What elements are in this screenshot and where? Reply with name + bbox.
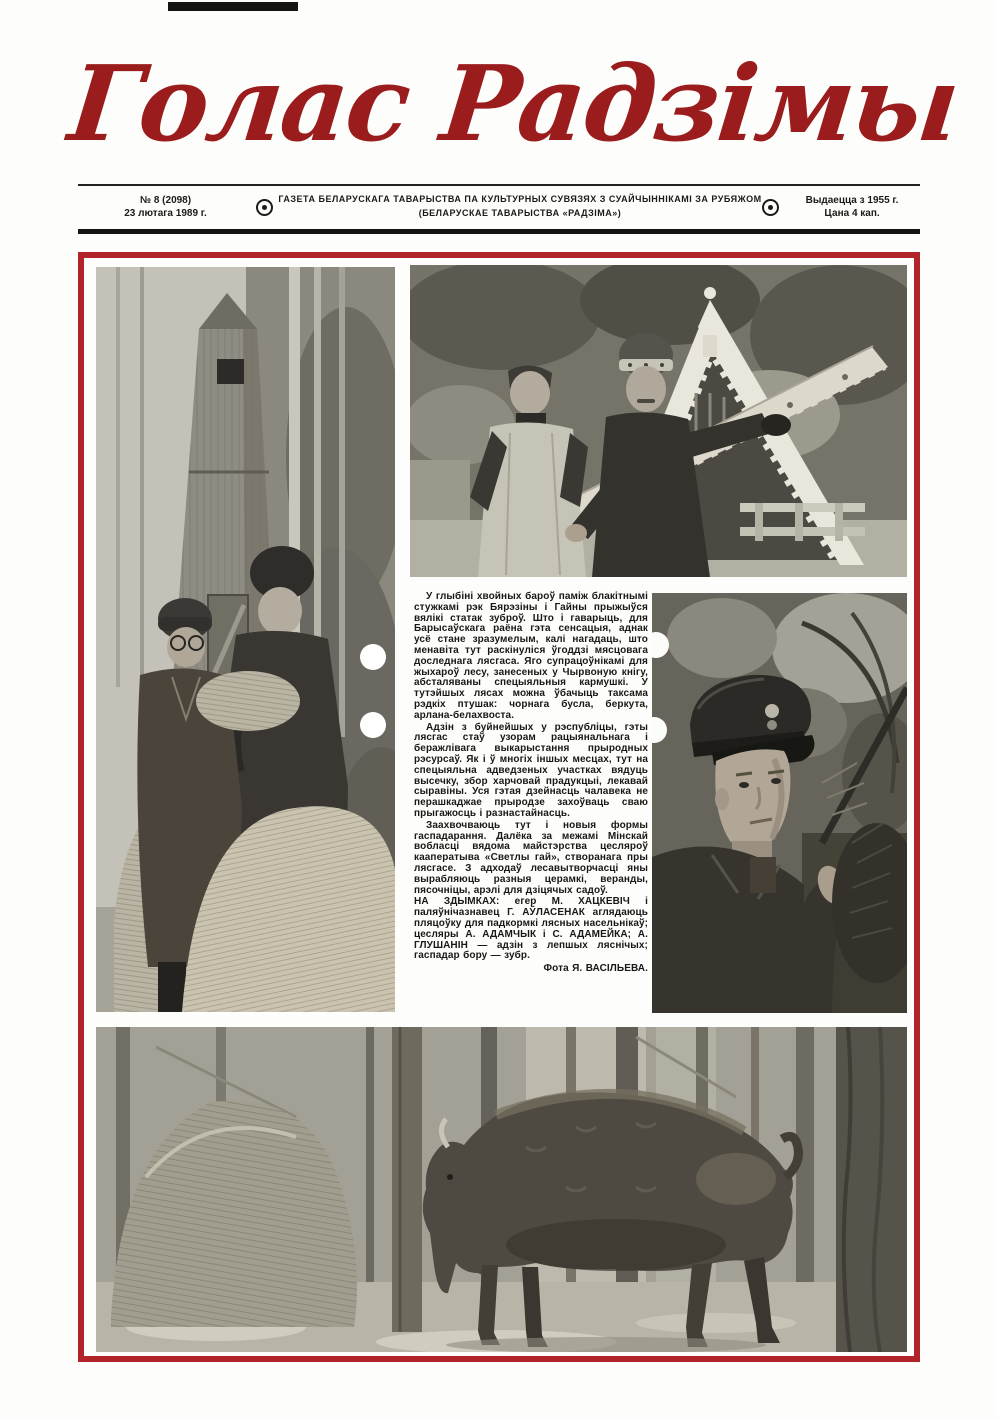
circle-dot-icon — [762, 199, 779, 216]
pine-trunk — [392, 1027, 422, 1332]
article-paragraph: Заахвочваюць тут і новыя формы гаспадарання. Далёка за межамі Мінскай вобласці вядома майстэрства цесляроў кааператыва «Светлы гай», створанага пры лясгасе. З адходаў лесавытворчасці яны вырабляюць разныя церамкі, веранды, пясочніцы, арэлі для дзіцячых садоў. — [414, 819, 648, 896]
hay-bundle — [196, 671, 300, 731]
article-paragraph: У глыбіні хвойных бароў паміж блакітнымі стужкамі рэк Бярэзіны і Гайны прыжыўся вялікі статак зуброў. Што і гаварыць, для Барысаўскага раёна гэта сенсацыя, аднак усё стане зразумелым, калі нагадаць, што менавіта тут раскінуліся ўгоддзі мясцовага доследнага лясгаса. Яго супрацоўнікамі для жыхароў лесу, занесеных у Чырвоную кнігу, абсталяваны спецыяльныя кармушкі. У тутэйшых лясах можна ўбачыць таксама рэдкіх птушак: чорнага бусла, беркута, арлана-белахвоста. — [414, 591, 648, 721]
issue-date: 23 лютага 1989 г. — [124, 208, 207, 219]
publisher-line1: ГАЗЕТА БЕЛАРУСКАГА ТАВАРЫСТВА ПА КУЛЬТУРНЫХ СУВЯЗЯХ З СУАЙЧЫННІКАМІ ЗА РУБЯЖОМ — [278, 194, 762, 204]
photo-caption — [414, 897, 648, 962]
issue-number: № 8 (2098) — [139, 195, 192, 206]
caption-lead: НА ЗДЫМКАХ: — [414, 896, 500, 908]
price: Цана 4 кап. — [824, 208, 880, 219]
circle-dot-icon — [256, 199, 273, 216]
masthead-title: Голас Радзімы — [63, 42, 964, 165]
scan-artifact-mark — [168, 2, 298, 11]
issue-info — [88, 194, 243, 220]
header-top-rule — [78, 184, 920, 186]
cap-badge — [765, 704, 779, 718]
publisher-info — [278, 192, 762, 220]
photo-credit: Фота Я. ВАСІЛЬЕВА. — [543, 963, 648, 975]
photo-tower-hay-feeding — [96, 267, 395, 1012]
published-since: Выдаецца з 1955 г. — [805, 195, 899, 206]
header-bottom-rule — [78, 229, 920, 234]
punch-hole-mark — [360, 644, 386, 670]
article-paragraph: Адзін з буйнейшых у рэспубліцы, гэты лясгас стаў узорам рацыянальнага і беражлівага выкарыстання прыродных рэсурсаў. Як і ў многіх іншых месцах, тут на спецыяльна адведзеных участках вядуць высечку, збор харчовай прадукцыі, лекавай сыравіны. Уся гэтая дзейнасць чалавека не перашкаджае прыродзе захоўваць сваю прыгажосць і разнастайнасць. — [414, 721, 648, 819]
publication-info — [782, 194, 922, 220]
punch-hole-mark — [360, 712, 386, 738]
article-text-column — [414, 592, 648, 1014]
caption-body: егер М. ХАЦКЕВІЧ і паляўнічазнавец Г. АЎЛАСЕНАК аглядаюць пляцоўку для падкормкі лясных насельнікаў; цесляры А. АДАМЧЫК і С. АДАМЕЙКА; А. ГЛУШАНІН — адзін з лепшых ляснічых; гаспадар бору — зубр. — [414, 896, 648, 962]
photo-forester-portrait — [652, 593, 907, 1013]
photo-carpenters-carved-gable — [410, 265, 907, 577]
publisher-line2: (БЕЛАРУСКАЕ ТАВАРЫСТВА «РАДЗІМА») — [418, 208, 622, 218]
photo-bison-in-forest — [96, 1027, 907, 1352]
